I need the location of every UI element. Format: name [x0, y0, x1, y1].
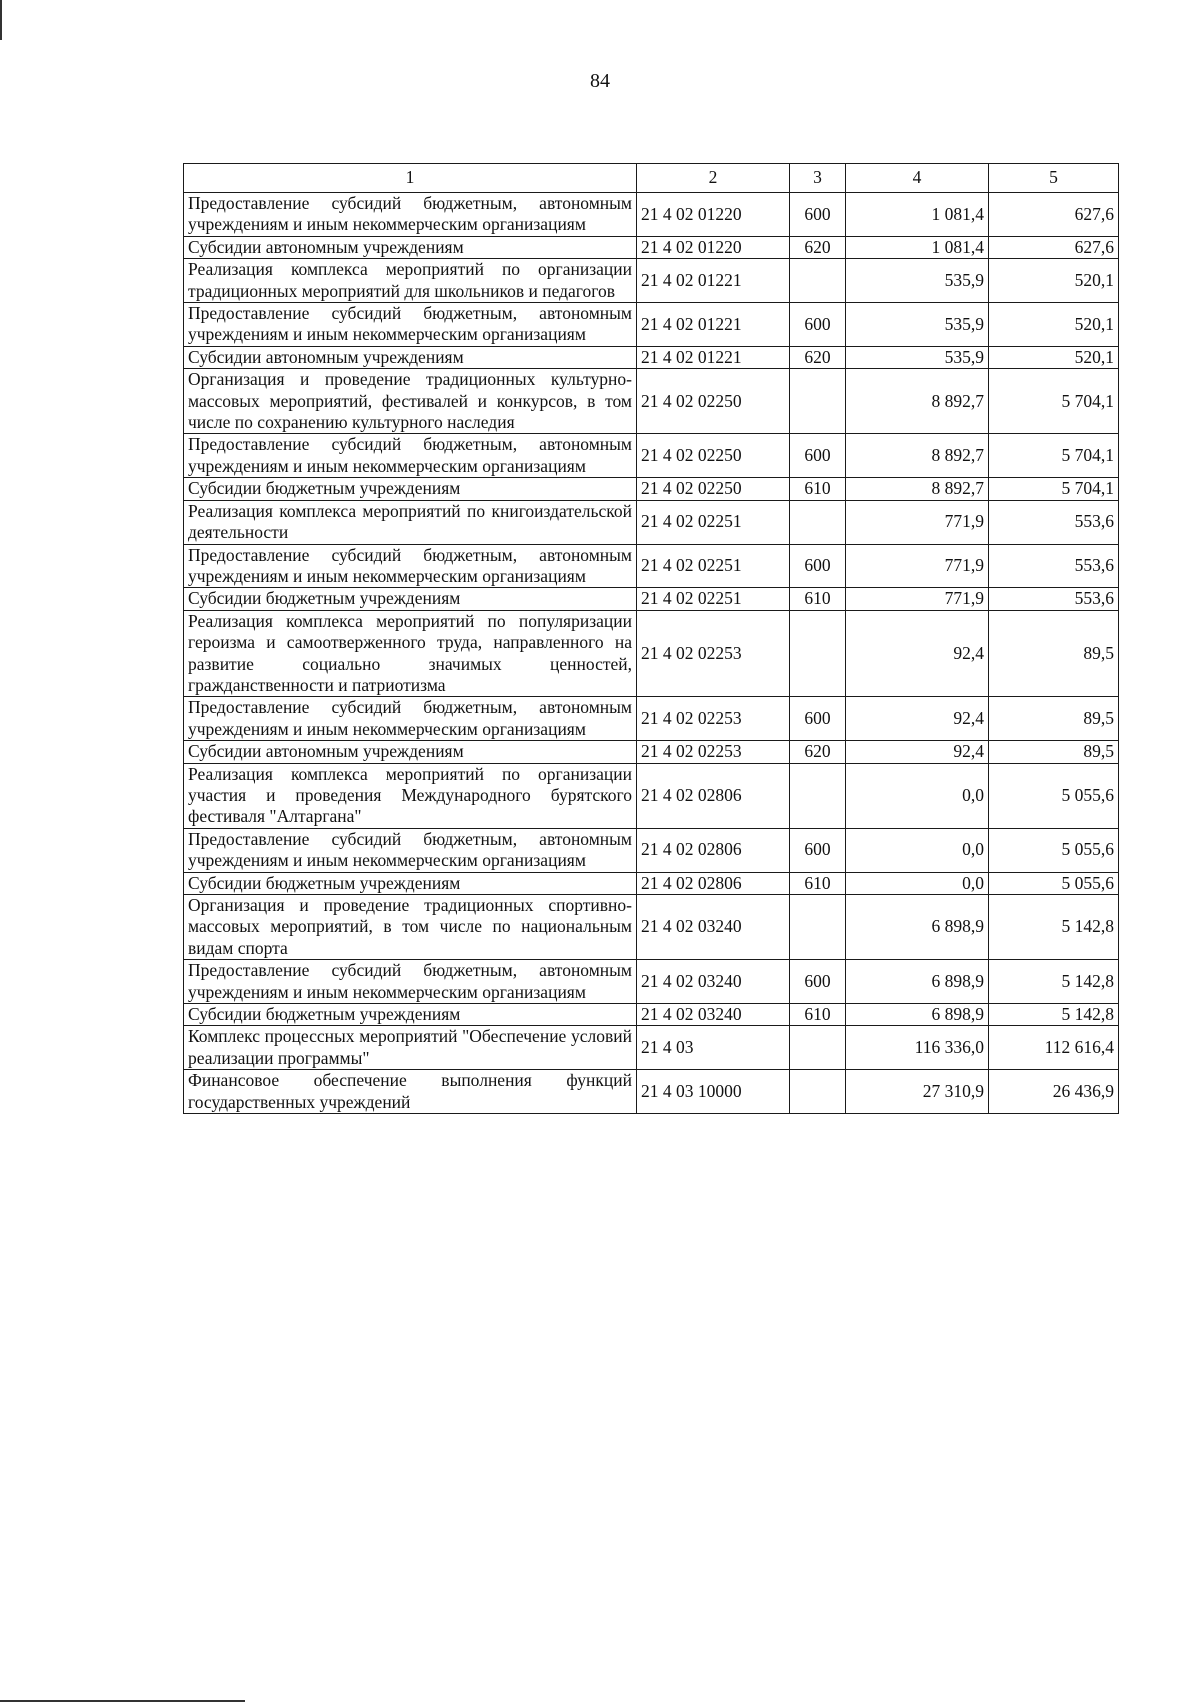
row-name-cell: Субсидии бюджетным учреждениям	[184, 588, 637, 610]
scan-bottom-line	[0, 1700, 245, 1702]
row-col5-cell: 89,5	[989, 610, 1119, 697]
row-name-cell: Реализация комплекса мероприятий по организации участия и проведения Международного бурятского фестиваля "Алтаргана"	[184, 763, 637, 828]
row-col5-cell: 89,5	[989, 741, 1119, 763]
table-row	[184, 434, 1119, 478]
row-col5-cell: 553,6	[989, 544, 1119, 588]
row-type-cell: 600	[790, 697, 846, 741]
row-col5-cell: 627,6	[989, 236, 1119, 258]
row-col5-cell: 26 436,9	[989, 1070, 1119, 1114]
table-body	[184, 193, 1119, 1114]
row-col5-cell: 5 704,1	[989, 434, 1119, 478]
row-name-cell: Предоставление субсидий бюджетным, автономным учреждениям и иным некоммерческим организациям	[184, 434, 637, 478]
row-col4-cell: 92,4	[846, 697, 989, 741]
row-name-cell: Предоставление субсидий бюджетным, автономным учреждениям и иным некоммерческим организациям	[184, 697, 637, 741]
row-col5-cell: 5 055,6	[989, 763, 1119, 828]
row-name-cell: Предоставление субсидий бюджетным, автономным учреждениям и иным некоммерческим организациям	[184, 544, 637, 588]
row-code-cell: 21 4 02 03240	[637, 895, 790, 960]
row-col5-cell: 5 142,8	[989, 960, 1119, 1004]
table-row	[184, 872, 1119, 894]
row-col4-cell: 0,0	[846, 872, 989, 894]
header-col-2: 2	[637, 164, 790, 193]
row-type-cell: 610	[790, 478, 846, 500]
table-row	[184, 303, 1119, 347]
row-name-cell: Субсидии автономным учреждениям	[184, 741, 637, 763]
row-name-cell: Субсидии автономным учреждениям	[184, 236, 637, 258]
row-code-cell: 21 4 02 02250	[637, 478, 790, 500]
row-col4-cell: 8 892,7	[846, 434, 989, 478]
row-name-cell: Комплекс процессных мероприятий "Обеспечение условий реализации программы"	[184, 1026, 637, 1070]
row-col4-cell: 1 081,4	[846, 236, 989, 258]
row-code-cell: 21 4 02 01221	[637, 346, 790, 368]
table-row	[184, 697, 1119, 741]
row-col4-cell: 6 898,9	[846, 1004, 989, 1026]
row-code-cell: 21 4 02 02806	[637, 872, 790, 894]
row-code-cell: 21 4 02 02251	[637, 544, 790, 588]
header-col-3: 3	[790, 164, 846, 193]
row-name-cell: Субсидии бюджетным учреждениям	[184, 1004, 637, 1026]
row-type-cell: 610	[790, 1004, 846, 1026]
row-col4-cell: 116 336,0	[846, 1026, 989, 1070]
row-type-cell: 620	[790, 741, 846, 763]
row-type-cell: 600	[790, 544, 846, 588]
row-name-cell: Реализация комплекса мероприятий по организации традиционных мероприятий для школьников и педагогов	[184, 259, 637, 303]
table-row	[184, 828, 1119, 872]
table-row	[184, 610, 1119, 697]
row-col5-cell: 553,6	[989, 500, 1119, 544]
table-row	[184, 500, 1119, 544]
budget-table	[183, 163, 1119, 1114]
row-name-cell: Организация и проведение традиционных спортивно-массовых мероприятий, в том числе по национальным видам спорта	[184, 895, 637, 960]
row-name-cell: Организация и проведение традиционных культурно-массовых мероприятий, фестивалей и конкурсов, в том числе по сохранению культурного наследия	[184, 369, 637, 434]
table-row	[184, 960, 1119, 1004]
row-code-cell: 21 4 02 01220	[637, 236, 790, 258]
row-col4-cell: 8 892,7	[846, 478, 989, 500]
row-name-cell: Предоставление субсидий бюджетным, автономным учреждениям и иным некоммерческим организациям	[184, 960, 637, 1004]
table-row	[184, 193, 1119, 237]
row-code-cell: 21 4 02 01220	[637, 193, 790, 237]
row-type-cell: 610	[790, 872, 846, 894]
row-name-cell: Предоставление субсидий бюджетным, автономным учреждениям и иным некоммерческим организациям	[184, 828, 637, 872]
row-type-cell	[790, 369, 846, 434]
row-code-cell: 21 4 03 10000	[637, 1070, 790, 1114]
row-col5-cell: 5 055,6	[989, 872, 1119, 894]
row-type-cell: 600	[790, 828, 846, 872]
table-row	[184, 1004, 1119, 1026]
table-row	[184, 588, 1119, 610]
header-col-4: 4	[846, 164, 989, 193]
row-code-cell: 21 4 02 02250	[637, 369, 790, 434]
row-col4-cell: 6 898,9	[846, 960, 989, 1004]
row-type-cell: 600	[790, 960, 846, 1004]
row-code-cell: 21 4 02 01221	[637, 303, 790, 347]
scan-edge-mark	[0, 0, 2, 40]
row-code-cell: 21 4 02 01221	[637, 259, 790, 303]
row-col4-cell: 771,9	[846, 500, 989, 544]
row-type-cell	[790, 895, 846, 960]
row-type-cell	[790, 500, 846, 544]
table-header	[184, 164, 1119, 193]
header-row	[184, 164, 1119, 193]
row-type-cell: 610	[790, 588, 846, 610]
row-col5-cell: 520,1	[989, 346, 1119, 368]
row-type-cell: 620	[790, 346, 846, 368]
row-col5-cell: 5 142,8	[989, 895, 1119, 960]
table-row	[184, 763, 1119, 828]
row-type-cell	[790, 1070, 846, 1114]
row-col4-cell: 535,9	[846, 259, 989, 303]
row-type-cell: 600	[790, 434, 846, 478]
row-name-cell: Предоставление субсидий бюджетным, автономным учреждениям и иным некоммерческим организациям	[184, 303, 637, 347]
row-col4-cell: 771,9	[846, 588, 989, 610]
row-col4-cell: 6 898,9	[846, 895, 989, 960]
table-row	[184, 369, 1119, 434]
table-row	[184, 478, 1119, 500]
row-type-cell	[790, 610, 846, 697]
row-col4-cell: 0,0	[846, 763, 989, 828]
page-number: 84	[590, 70, 610, 92]
row-code-cell: 21 4 03	[637, 1026, 790, 1070]
row-code-cell: 21 4 02 02253	[637, 741, 790, 763]
row-type-cell: 620	[790, 236, 846, 258]
row-name-cell: Реализация комплекса мероприятий по популяризации героизма и самоотверженного труда, направленного на развитие социально значимых ценностей, гражданственности и патриотизма	[184, 610, 637, 697]
row-col5-cell: 89,5	[989, 697, 1119, 741]
row-code-cell: 21 4 02 02806	[637, 828, 790, 872]
table-row	[184, 895, 1119, 960]
row-code-cell: 21 4 02 02251	[637, 588, 790, 610]
row-name-cell: Финансовое обеспечение выполнения функций государственных учреждений	[184, 1070, 637, 1114]
row-col5-cell: 5 142,8	[989, 1004, 1119, 1026]
row-col4-cell: 27 310,9	[846, 1070, 989, 1114]
row-type-cell: 600	[790, 303, 846, 347]
row-col5-cell: 112 616,4	[989, 1026, 1119, 1070]
row-col4-cell: 0,0	[846, 828, 989, 872]
row-code-cell: 21 4 02 02250	[637, 434, 790, 478]
row-col5-cell: 5 704,1	[989, 369, 1119, 434]
row-type-cell	[790, 1026, 846, 1070]
table-row	[184, 346, 1119, 368]
row-code-cell: 21 4 02 02806	[637, 763, 790, 828]
row-name-cell: Субсидии бюджетным учреждениям	[184, 478, 637, 500]
row-col5-cell: 520,1	[989, 303, 1119, 347]
row-col5-cell: 627,6	[989, 193, 1119, 237]
row-type-cell: 600	[790, 193, 846, 237]
row-col4-cell: 535,9	[846, 346, 989, 368]
table-row	[184, 544, 1119, 588]
row-type-cell	[790, 259, 846, 303]
row-code-cell: 21 4 02 02251	[637, 500, 790, 544]
row-col4-cell: 1 081,4	[846, 193, 989, 237]
row-type-cell	[790, 763, 846, 828]
row-name-cell: Субсидии бюджетным учреждениям	[184, 872, 637, 894]
row-col4-cell: 8 892,7	[846, 369, 989, 434]
row-col4-cell: 535,9	[846, 303, 989, 347]
table-row	[184, 1026, 1119, 1070]
row-col5-cell: 520,1	[989, 259, 1119, 303]
row-code-cell: 21 4 02 02253	[637, 697, 790, 741]
table-row	[184, 236, 1119, 258]
row-col5-cell: 5 055,6	[989, 828, 1119, 872]
row-col5-cell: 5 704,1	[989, 478, 1119, 500]
row-code-cell: 21 4 02 02253	[637, 610, 790, 697]
header-col-5: 5	[989, 164, 1119, 193]
row-col4-cell: 771,9	[846, 544, 989, 588]
row-name-cell: Субсидии автономным учреждениям	[184, 346, 637, 368]
header-col-1: 1	[184, 164, 637, 193]
table-row	[184, 1070, 1119, 1114]
row-name-cell: Реализация комплекса мероприятий по книгоиздательской деятельности	[184, 500, 637, 544]
row-col4-cell: 92,4	[846, 610, 989, 697]
row-col4-cell: 92,4	[846, 741, 989, 763]
table-row	[184, 259, 1119, 303]
table-row	[184, 741, 1119, 763]
row-col5-cell: 553,6	[989, 588, 1119, 610]
row-code-cell: 21 4 02 03240	[637, 960, 790, 1004]
row-code-cell: 21 4 02 03240	[637, 1004, 790, 1026]
row-name-cell: Предоставление субсидий бюджетным, автономным учреждениям и иным некоммерческим организациям	[184, 193, 637, 237]
